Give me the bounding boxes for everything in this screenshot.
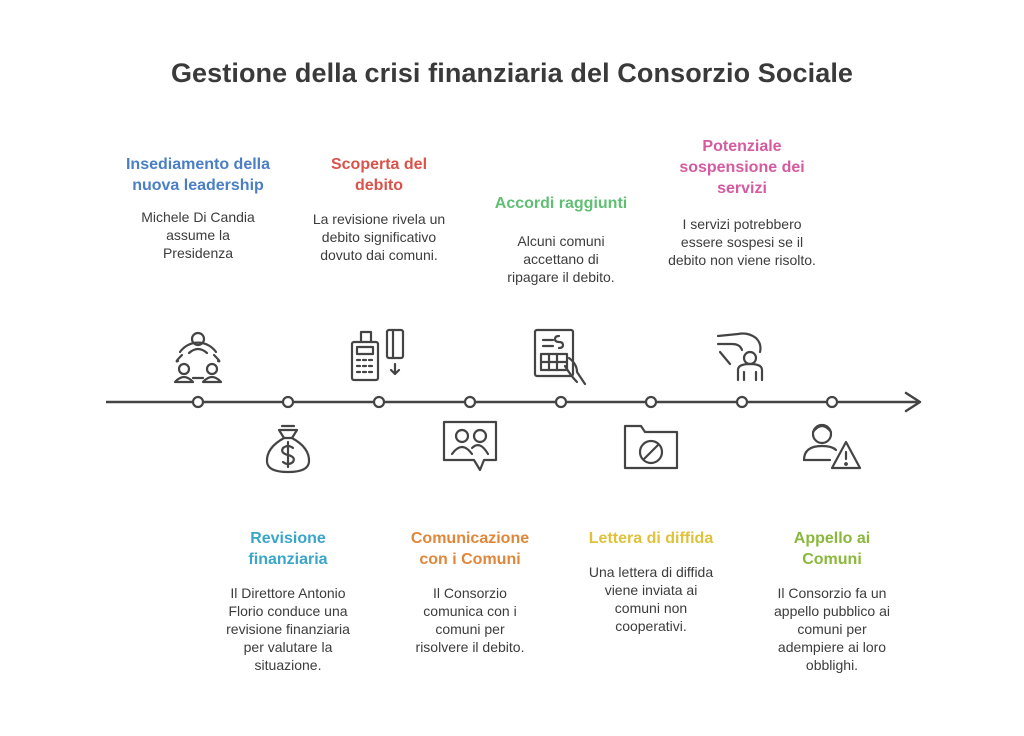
timeline-marker [646,397,656,407]
timeline-marker [283,397,293,407]
event-description: La revisione rivela un debito significativo dovuto dai comuni. [312,211,446,263]
event-description: Il Consorzio fa un appello pubblico ai comuni per adempiere ai loro obblighi. [774,585,890,673]
timeline-marker [465,397,475,407]
invoice-hand-icon [535,330,585,384]
event-appello [758,528,906,674]
person-warning-icon [804,425,860,468]
event-insediamento [110,154,286,262]
event-heading: Comunicazione con i Comuni [410,530,530,568]
event-description: Una lettera di diffida viene inviata ai comuni non cooperativi. [588,564,714,634]
event-description: Il Direttore Antonio Florio conduce una revisione finanziaria per valutare la situazione. [226,585,350,673]
event-lettera [574,528,728,635]
event-revisione [218,528,358,674]
money-bag-icon [267,426,309,472]
timeline-marker [374,397,384,407]
event-heading: Scoperta del debito [330,156,428,194]
chat-people-icon [444,422,496,470]
event-heading: Accordi raggiunti [494,195,628,212]
event-heading: Insediamento della nuova leadership [125,156,271,194]
page-title: Gestione della crisi finanziaria del Consorzio Sociale [170,58,854,88]
event-comunicazione [396,528,544,656]
timeline-marker [737,397,747,407]
event-description: Michele Di Candia assume la Presidenza [141,209,255,261]
event-heading: Potenziale sospensione dei servizi [679,138,805,197]
event-scoperta [305,154,453,264]
event-accordi [484,193,638,286]
event-description: I servizi potrebbero essere sospesi se il debito non viene risolto. [668,216,816,268]
timeline-marker [827,397,837,407]
event-description: Alcuni comuni accettano di ripagare il debito. [507,233,615,285]
event-description: Il Consorzio comunica con i comuni per risolvere il debito. [415,585,525,655]
leadership-circle-icon [175,333,221,382]
calculator-card-icon [352,330,403,380]
timeline-marker [193,397,203,407]
event-heading: Revisione finanziaria [248,530,328,568]
event-heading: Lettera di diffida [588,530,714,547]
blocked-folder-icon [625,426,677,468]
hand-person-icon [718,334,762,381]
event-sospensione [662,136,822,269]
timeline-marker [556,397,566,407]
event-heading: Appello ai Comuni [793,530,871,568]
